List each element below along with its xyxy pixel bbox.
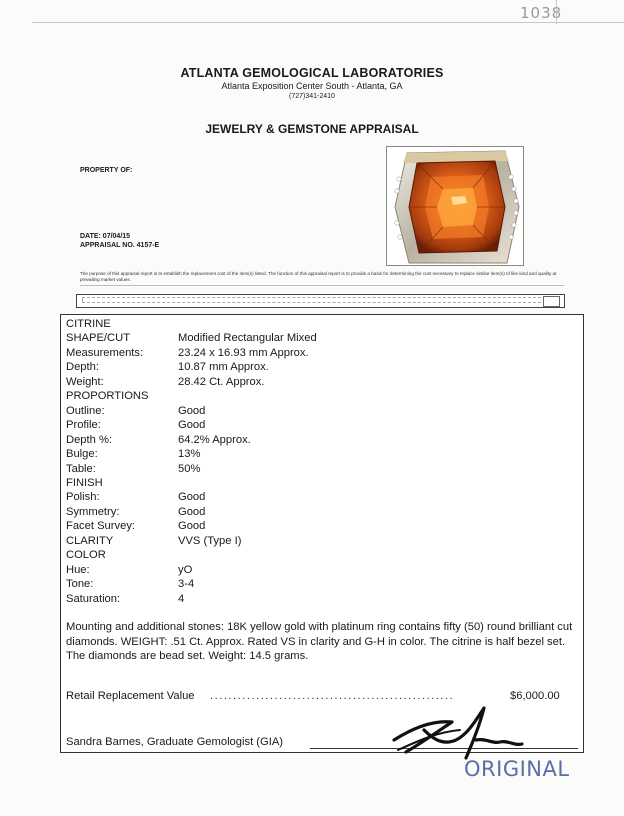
spec-label: CITRINE xyxy=(66,318,111,330)
spec-value: 50% xyxy=(178,462,201,475)
spec-label: PROPORTIONS xyxy=(66,390,149,403)
retail-value-leader: ..................................................... xyxy=(210,690,455,702)
spec-label: Hue: xyxy=(66,563,90,576)
lab-address: Atlanta Exposition Center South - Atlanta, GA xyxy=(221,81,403,91)
spec-value: Good xyxy=(178,505,206,518)
spec-value: 3-4 xyxy=(178,578,195,591)
separator-bar-tab xyxy=(543,296,560,307)
mounting-notes: Mounting and additional stones: 18K yellow gold with platinum ring contains fifty (50) round brilliant cut diamonds. WEIGHT: .51 Ct. Approx. Rated VS in clarity and G-H in color. The citrine is half bezel set. The diamonds are bead set. Weight: 14.5 grams. xyxy=(66,621,573,663)
purpose-rule xyxy=(80,285,564,286)
spec-label: COLOR xyxy=(66,549,106,562)
spec-label: Polish: xyxy=(66,491,100,504)
spec-value: 13% xyxy=(178,448,201,461)
spec-value: Good xyxy=(178,520,206,533)
separator-bar-inner xyxy=(82,297,556,303)
spec-value: Good xyxy=(178,491,206,504)
spec-label: Measurements: xyxy=(66,346,144,359)
spec-label: Tone: xyxy=(66,578,94,591)
spec-label: Bulge: xyxy=(66,448,98,461)
spec-label: Profile: xyxy=(66,419,101,432)
spec-value: 23.24 x 16.93 mm Approx. xyxy=(178,346,309,359)
corner-vertical-rule xyxy=(556,0,557,24)
lab-phone: (727)341-2410 xyxy=(289,93,335,100)
appraisal-date: DATE: 07/04/15 xyxy=(80,233,131,240)
citrine-ring-image xyxy=(387,147,523,265)
retail-value-label: Retail Replacement Value xyxy=(66,690,195,702)
property-of-label: PROPERTY OF: xyxy=(80,167,133,174)
spec-label: CLARITY xyxy=(66,534,114,547)
spec-value: VVS (Type I) xyxy=(178,534,242,547)
spec-label: Table: xyxy=(66,462,96,475)
retail-value-amount: $6,000.00 xyxy=(510,690,560,702)
spec-value: Good xyxy=(178,419,206,432)
document-title: JEWELRY & GEMSTONE APPRAISAL xyxy=(205,122,419,136)
spec-value: 10.87 mm Approx. xyxy=(178,361,269,374)
spec-value: 64.2% Approx. xyxy=(178,433,251,446)
spec-label: SHAPE/CUT xyxy=(66,332,131,345)
spec-label: Facet Survey: xyxy=(66,520,136,533)
spec-label: FINISH xyxy=(66,476,103,489)
signatory-name: Sandra Barnes, Graduate Gemologist (GIA) xyxy=(66,736,284,748)
spec-label: Saturation: xyxy=(66,592,121,605)
corner-rule xyxy=(32,22,624,23)
appraisal-details-box xyxy=(60,314,584,753)
spec-label: Depth %: xyxy=(66,433,113,446)
spec-value: Modified Rectangular Mixed xyxy=(178,332,317,345)
original-stamp: ORIGINAL xyxy=(464,757,570,781)
spec-value: yO xyxy=(178,563,193,576)
spec-label: Weight: xyxy=(66,375,104,388)
appraisal-number: APPRAISAL NO. 4157-E xyxy=(80,242,160,249)
spec-label: Symmetry: xyxy=(66,505,120,518)
spec-value: 28.42 Ct. Approx. xyxy=(178,375,265,388)
spec-value: 4 xyxy=(178,592,185,605)
gemstone-photo xyxy=(386,146,524,266)
spec-label: Depth: xyxy=(66,361,99,374)
lab-name: ATLANTA GEMOLOGICAL LABORATORIES xyxy=(180,66,444,80)
corner-number: 1038 xyxy=(520,4,563,22)
purpose-statement: The purpose of this appraisal report is to establish the replacement cost of the item(s) listed. The function of this appraisal report is to provide a basis for determining the cost necessary to replace similar item(s) of like kind and quality at prevailing market values. xyxy=(80,271,557,282)
spec-value: Good xyxy=(178,404,206,417)
spec-label: Outline: xyxy=(66,404,105,417)
